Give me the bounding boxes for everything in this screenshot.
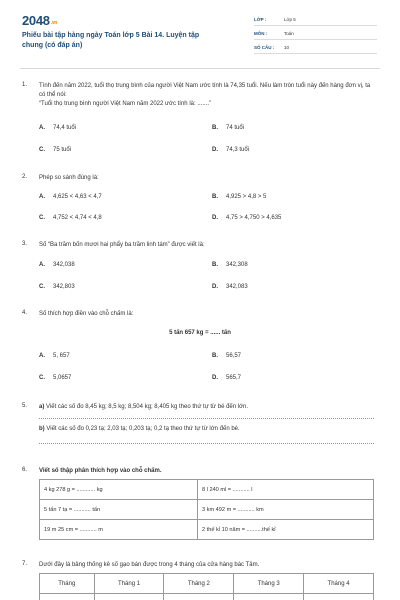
question-2 — [22, 174, 382, 230]
question-4 — [22, 310, 382, 386]
table-row — [40, 480, 374, 500]
part-text: Viết các số đo 8,45 kg; 8,5 kg; 8,504 kg; 8,405 kg theo thứ tự từ bé đến lớn. — [46, 404, 249, 410]
option-d[interactable]: D. 342,083 — [212, 284, 248, 290]
table-row — [40, 500, 374, 520]
question-3 — [22, 241, 382, 297]
question-text: Số thích hợp điền vào chỗ chấm là: — [39, 311, 134, 317]
table-cell — [94, 594, 164, 600]
table-cell[interactable]: 19 m 25 cm = ........... m — [40, 520, 198, 540]
question-number: 3. — [22, 241, 28, 247]
question-number: 4. — [22, 310, 28, 316]
meta-question-count — [254, 42, 377, 54]
question-quote: “Tuổi thọ trung bình người Việt Nam năm 2022 ước tính là: .......” — [39, 101, 211, 107]
table-row — [40, 520, 374, 540]
question-text: Phép so sánh đúng là: — [39, 175, 99, 181]
table-cell[interactable]: 3 km 492 m = ........... km — [198, 500, 374, 520]
option-d[interactable]: D. 565,7 — [212, 375, 242, 381]
question-text — [39, 82, 377, 109]
table-header-cell: Tháng 3 — [234, 574, 304, 594]
option-c[interactable]: C. 5,0657 — [39, 375, 72, 381]
meta-value: Toán — [284, 31, 294, 36]
worksheet-header — [0, 0, 400, 68]
part-label: b) — [39, 426, 45, 432]
meta-label: LỚP : — [254, 17, 267, 22]
option-d[interactable]: D. 4,75 > 4,750 > 4,635 — [212, 215, 282, 221]
table-header-cell: Tháng — [40, 574, 95, 594]
meta-value: Lớp 5 — [284, 17, 296, 22]
option-b[interactable]: B. 56,57 — [212, 353, 242, 359]
table-header-row — [40, 574, 374, 594]
question-5 — [22, 403, 382, 448]
question-7 — [22, 561, 382, 573]
option-b[interactable]: B. 4,925 > 4,8 > 5 — [212, 194, 267, 200]
logo-text: 2048 — [22, 13, 50, 28]
option-a[interactable]: A. 74,4 tuổi — [39, 125, 77, 131]
table-header-cell: Tháng 4 — [304, 574, 374, 594]
table-cell — [40, 594, 95, 600]
table-header-cell: Tháng 1 — [94, 574, 164, 594]
answer-line-b[interactable] — [39, 443, 374, 444]
meta-subject — [254, 28, 377, 40]
meta-label: MÔN : — [254, 31, 268, 36]
table-cell — [304, 594, 374, 600]
question-text: Dưới đây là bảng thống kê số gạo bán được trong 4 tháng của cửa hàng bác Tâm. — [39, 562, 260, 568]
option-b[interactable]: B. 74 tuổi — [212, 125, 245, 131]
option-d[interactable]: D. 74,3 tuổi — [212, 147, 250, 153]
table-row — [40, 594, 374, 600]
option-a[interactable]: A. 5, 657 — [39, 353, 70, 359]
option-c[interactable]: C. 4,752 < 4,74 < 4,8 — [39, 215, 102, 221]
table-header-cell: Tháng 2 — [164, 574, 234, 594]
question-number: 6. — [22, 467, 28, 473]
question-6 — [22, 467, 382, 479]
meta-value: 10 — [284, 45, 290, 50]
table-cell — [234, 594, 304, 600]
option-a[interactable]: A. 4,625 < 4,63 < 4,7 — [39, 194, 102, 200]
table-cell[interactable]: 5 tấn 7 tạ = ........... tấn — [40, 500, 198, 520]
header-divider — [20, 68, 380, 69]
question-body: Tính đến năm 2022, tuổi thọ trung bình của người Việt Nam ước tính là 74,35 tuổi. Nếu làm tròn tuổi này đến hàng đơn vị, ta có thể nói: — [39, 83, 371, 98]
part-text: Viết các số đo 0,23 tạ; 2,03 tạ; 0,203 tạ; 0,2 tạ theo thứ tự từ lớn đến bé. — [46, 426, 240, 432]
rice-sales-table — [39, 573, 374, 600]
meta-label: SỐ CÂU : — [254, 45, 275, 50]
table-cell[interactable]: 4 kg 278 g = ............ kg — [40, 480, 198, 500]
table-cell[interactable]: 2 thế kỉ 10 năm = ..........thế kỉ — [198, 520, 374, 540]
conversion-table — [39, 479, 374, 540]
question-text: Viết số thập phân thích hợp vào chỗ chấm. — [39, 468, 162, 474]
page-title: Phiếu bài tập hàng ngày Toán lớp 5 Bài 14. Luyện tập chung (có đáp án) — [22, 32, 200, 49]
option-b[interactable]: B. 342,308 — [212, 262, 248, 268]
question-part-a — [39, 403, 377, 412]
site-logo[interactable] — [22, 13, 57, 28]
question-number: 7. — [22, 561, 28, 567]
question-1 — [22, 82, 382, 162]
answer-line-a[interactable] — [39, 418, 374, 419]
meta-grade — [254, 14, 377, 26]
math-expression: 5 tấn 657 kg = ...... tấn — [169, 330, 231, 336]
option-c[interactable]: C. 75 tuổi — [39, 147, 72, 153]
question-number: 1. — [22, 82, 28, 88]
question-number: 2. — [22, 174, 28, 180]
option-a[interactable]: A. 342,038 — [39, 262, 75, 268]
part-label: a) — [39, 404, 45, 410]
table-cell[interactable]: 8 l 240 ml = ........... l — [198, 480, 374, 500]
question-text: Số “Ba trăm bốn mươi hai phẩy ba trăm linh tám” được viết là: — [39, 242, 205, 248]
question-part-b — [39, 425, 377, 434]
table-cell — [164, 594, 234, 600]
question-number: 5. — [22, 403, 28, 409]
option-c[interactable]: C. 342,803 — [39, 284, 75, 290]
logo-tld: .vn — [50, 20, 58, 26]
